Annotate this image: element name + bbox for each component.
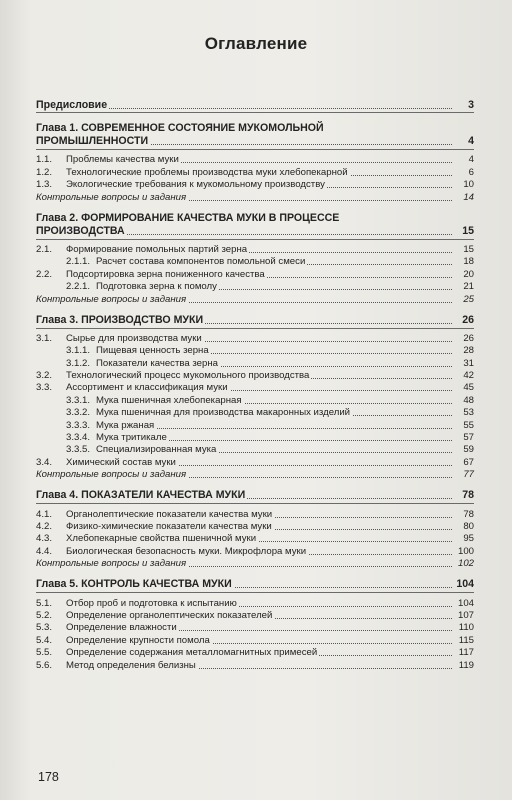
review-questions-entry[interactable]	[36, 190, 474, 202]
toc-entry[interactable]	[36, 633, 474, 645]
entry-title: Технологический процесс мукомольного производства	[66, 370, 310, 382]
entry-number: 3.1.2.	[66, 357, 91, 369]
entry-number: 4.3.	[36, 533, 53, 545]
entry-title: Определение крупности помола	[66, 634, 210, 646]
toc-entry[interactable]	[36, 280, 474, 292]
preface-page: 3	[468, 99, 474, 111]
toc-entry[interactable]	[36, 596, 474, 608]
entry-title: Технологические проблемы производства муки хлебопекарной	[66, 166, 348, 178]
toc-entry[interactable]	[36, 621, 474, 633]
entry-number: 5.4.	[36, 634, 53, 646]
entry-number: 5.2.	[36, 609, 53, 621]
entry-page: 42	[463, 370, 474, 382]
toc-entry[interactable]	[36, 418, 474, 430]
chapter-title: Глава 5. КОНТРОЛЬ КАЧЕСТВА МУКИ	[36, 578, 232, 591]
chapter-title: ПРОМЫШЛЕННОСТИ	[36, 135, 149, 147]
entry-title: Физико-химические показатели качества муки	[66, 520, 272, 532]
entry-page: 14	[463, 191, 474, 203]
toc-entry[interactable]	[36, 393, 474, 405]
chapter-heading[interactable]	[36, 225, 474, 238]
entry-title: Специализированная мука	[96, 444, 217, 456]
entry-number: 3.3.3.	[66, 419, 91, 431]
toc-entry[interactable]	[36, 243, 474, 255]
entry-page: 57	[463, 432, 474, 444]
divider	[36, 503, 474, 504]
entry-title: Определение органолептических показателей	[66, 609, 273, 621]
entry-title: Определение содержания металломагнитных примесей	[66, 647, 318, 659]
chapter-page: 4	[468, 135, 474, 147]
toc-entry[interactable]	[36, 178, 474, 190]
entry-page: 15	[463, 243, 474, 255]
entry-page: 119	[458, 659, 474, 671]
entry-number: 4.1.	[36, 508, 53, 520]
toc-entry[interactable]	[36, 544, 474, 556]
entry-title: Подсортировка зерна пониженного качества	[66, 268, 265, 280]
entry-page: 77	[463, 469, 474, 481]
entry-number: 2.1.1.	[66, 256, 91, 268]
toc-entry[interactable]	[36, 609, 474, 621]
divider	[36, 592, 474, 593]
entry-title: Контрольные вопросы и задания	[36, 558, 187, 570]
entry-title: Мука тритикале	[96, 432, 167, 444]
entry-page: 55	[463, 419, 474, 431]
chapter-heading[interactable]	[36, 314, 474, 327]
page-heading: Оглавление	[204, 34, 308, 53]
toc-entry[interactable]	[36, 153, 474, 165]
entry-title: Метод определения белизны	[66, 659, 196, 671]
entry-title: Хлебопекарные свойства пшеничной муки	[66, 533, 257, 545]
entry-number: 2.1.	[36, 243, 53, 255]
table-of-contents	[36, 100, 474, 671]
entry-page: 102	[457, 558, 474, 570]
toc-entry[interactable]	[36, 369, 474, 381]
toc-entry[interactable]	[36, 507, 474, 519]
entry-number: 3.3.	[36, 382, 53, 394]
chapter-page: 15	[462, 224, 474, 237]
entry-title: Подготовка зерна к помолу	[96, 281, 217, 293]
entry-title: Определение влажности	[66, 622, 177, 634]
entry-page: 26	[463, 332, 474, 344]
chapter-title: Глава 4. ПОКАЗАТЕЛИ КАЧЕСТВА МУКИ	[36, 489, 246, 502]
entry-number: 2.2.	[36, 268, 53, 280]
entry-page: 100	[457, 545, 474, 557]
entry-number: 5.3.	[36, 622, 53, 634]
entry-number: 3.2.	[36, 370, 53, 382]
entry-page: 21	[463, 281, 474, 293]
chapter-heading[interactable]	[36, 489, 474, 502]
chapter-page: 78	[462, 489, 474, 502]
toc-entry[interactable]	[36, 455, 474, 467]
entry-number: 3.1.1.	[66, 345, 91, 357]
divider	[36, 239, 474, 240]
divider	[36, 149, 474, 150]
entry-page: 18	[463, 256, 474, 268]
entry-title: Формирование помольных партий зерна	[66, 243, 248, 255]
entry-number: 1.1.	[36, 154, 53, 166]
entry-title: Биологическая безопасность муки. Микрофлора муки	[66, 545, 307, 557]
entry-title: Контрольные вопросы и задания	[36, 469, 187, 481]
entry-number: 1.3.	[36, 179, 53, 191]
entry-title: Пищевая ценность зерна	[96, 345, 209, 357]
preface-title: Предисловие	[36, 100, 108, 111]
toc-entry[interactable]	[36, 344, 474, 356]
divider	[36, 328, 474, 329]
entry-title: Контрольные вопросы и задания	[36, 191, 187, 203]
review-questions-entry[interactable]	[36, 468, 474, 480]
entry-page: 104	[457, 597, 474, 609]
toc-entry[interactable]	[36, 165, 474, 177]
toc-entry[interactable]	[36, 658, 474, 670]
toc-entry[interactable]	[36, 532, 474, 544]
entry-page: 31	[463, 357, 474, 369]
toc-entry[interactable]	[36, 356, 474, 368]
entry-page: 45	[463, 382, 474, 394]
entry-page: 10	[463, 179, 474, 191]
entry-number: 5.5.	[36, 647, 53, 659]
toc-entry[interactable]	[36, 406, 474, 418]
toc-preface[interactable]	[36, 100, 474, 111]
toc-entry[interactable]	[36, 443, 474, 455]
entry-number: 3.3.5.	[66, 444, 91, 456]
entry-title: Органолептические показатели качества муки	[66, 508, 273, 520]
entry-page: 78	[463, 508, 474, 520]
toc-entry[interactable]	[36, 332, 474, 344]
chapter-page: 26	[462, 313, 474, 326]
entry-page: 48	[463, 394, 474, 406]
page-number: 178	[38, 770, 59, 784]
entry-number: 3.1.	[36, 332, 53, 344]
entry-title: Контрольные вопросы и задания	[36, 293, 187, 305]
entry-page: 4	[468, 154, 474, 166]
entry-page: 95	[463, 533, 474, 545]
entry-title: Мука пшеничная для производства макаронных изделий	[96, 407, 351, 419]
toc-entry[interactable]	[36, 431, 474, 443]
entry-number: 5.6.	[36, 659, 53, 671]
toc-entry[interactable]	[36, 267, 474, 279]
entry-number: 4.2.	[36, 520, 53, 532]
entry-number: 2.2.1.	[66, 281, 91, 293]
entry-title: Показатели качества зерна	[96, 357, 218, 369]
entry-page: 110	[458, 622, 474, 634]
chapter-heading-line[interactable]: Глава 2. ФОРМИРОВАНИЕ КАЧЕСТВА МУКИ В ПРОЦЕССЕ	[36, 211, 340, 224]
review-questions-entry[interactable]	[36, 557, 474, 569]
entry-title: Экологические требования к мукомольному производству	[66, 179, 325, 191]
entry-number: 1.2.	[36, 166, 53, 178]
entry-page: 67	[463, 456, 474, 468]
toc-entry[interactable]	[36, 255, 474, 267]
entry-number: 5.1.	[36, 597, 53, 609]
entry-number: 3.3.1.	[66, 394, 91, 406]
entry-number: 3.3.2.	[66, 407, 91, 419]
chapter-heading[interactable]	[36, 135, 474, 148]
entry-page: 117	[458, 647, 474, 659]
entry-title: Мука ржаная	[96, 419, 155, 431]
toc-entry[interactable]	[36, 520, 474, 532]
entry-page: 107	[457, 609, 474, 621]
entry-title: Проблемы качества муки	[66, 154, 179, 166]
toc-entry[interactable]	[36, 381, 474, 393]
entry-page: 80	[463, 520, 474, 532]
entry-title: Отбор проб и подготовка к испытанию	[66, 597, 237, 609]
chapter-heading[interactable]	[36, 578, 474, 591]
entry-page: 25	[463, 293, 474, 305]
toc-entry[interactable]	[36, 646, 474, 658]
entry-title: Расчет состава компонентов помольной смеси	[96, 256, 306, 268]
entry-title: Ассортимент и классификация муки	[66, 382, 228, 394]
entry-page: 59	[463, 444, 474, 456]
entry-page: 115	[458, 634, 474, 646]
entry-page: 53	[463, 407, 474, 419]
chapter-title: ПРОИЗВОДСТВА	[36, 224, 125, 237]
divider	[36, 112, 474, 113]
entry-number: 4.4.	[36, 545, 53, 557]
review-questions-entry[interactable]	[36, 292, 474, 304]
chapter-page: 104	[456, 578, 474, 591]
entry-page: 20	[463, 268, 474, 280]
chapter-heading-line[interactable]: Глава 1. СОВРЕМЕННОЕ СОСТОЯНИЕ МУКОМОЛЬНОЙ	[36, 122, 324, 134]
entry-number: 3.3.4.	[66, 432, 91, 444]
entry-page: 28	[463, 345, 474, 357]
entry-number: 3.4.	[36, 456, 53, 468]
chapter-title: Глава 3. ПРОИЗВОДСТВО МУКИ	[36, 313, 204, 326]
entry-title: Мука пшеничная хлебопекарная	[96, 394, 242, 406]
entry-title: Сырье для производства муки	[66, 332, 202, 344]
entry-page: 6	[468, 166, 474, 178]
entry-title: Химический состав муки	[66, 456, 176, 468]
